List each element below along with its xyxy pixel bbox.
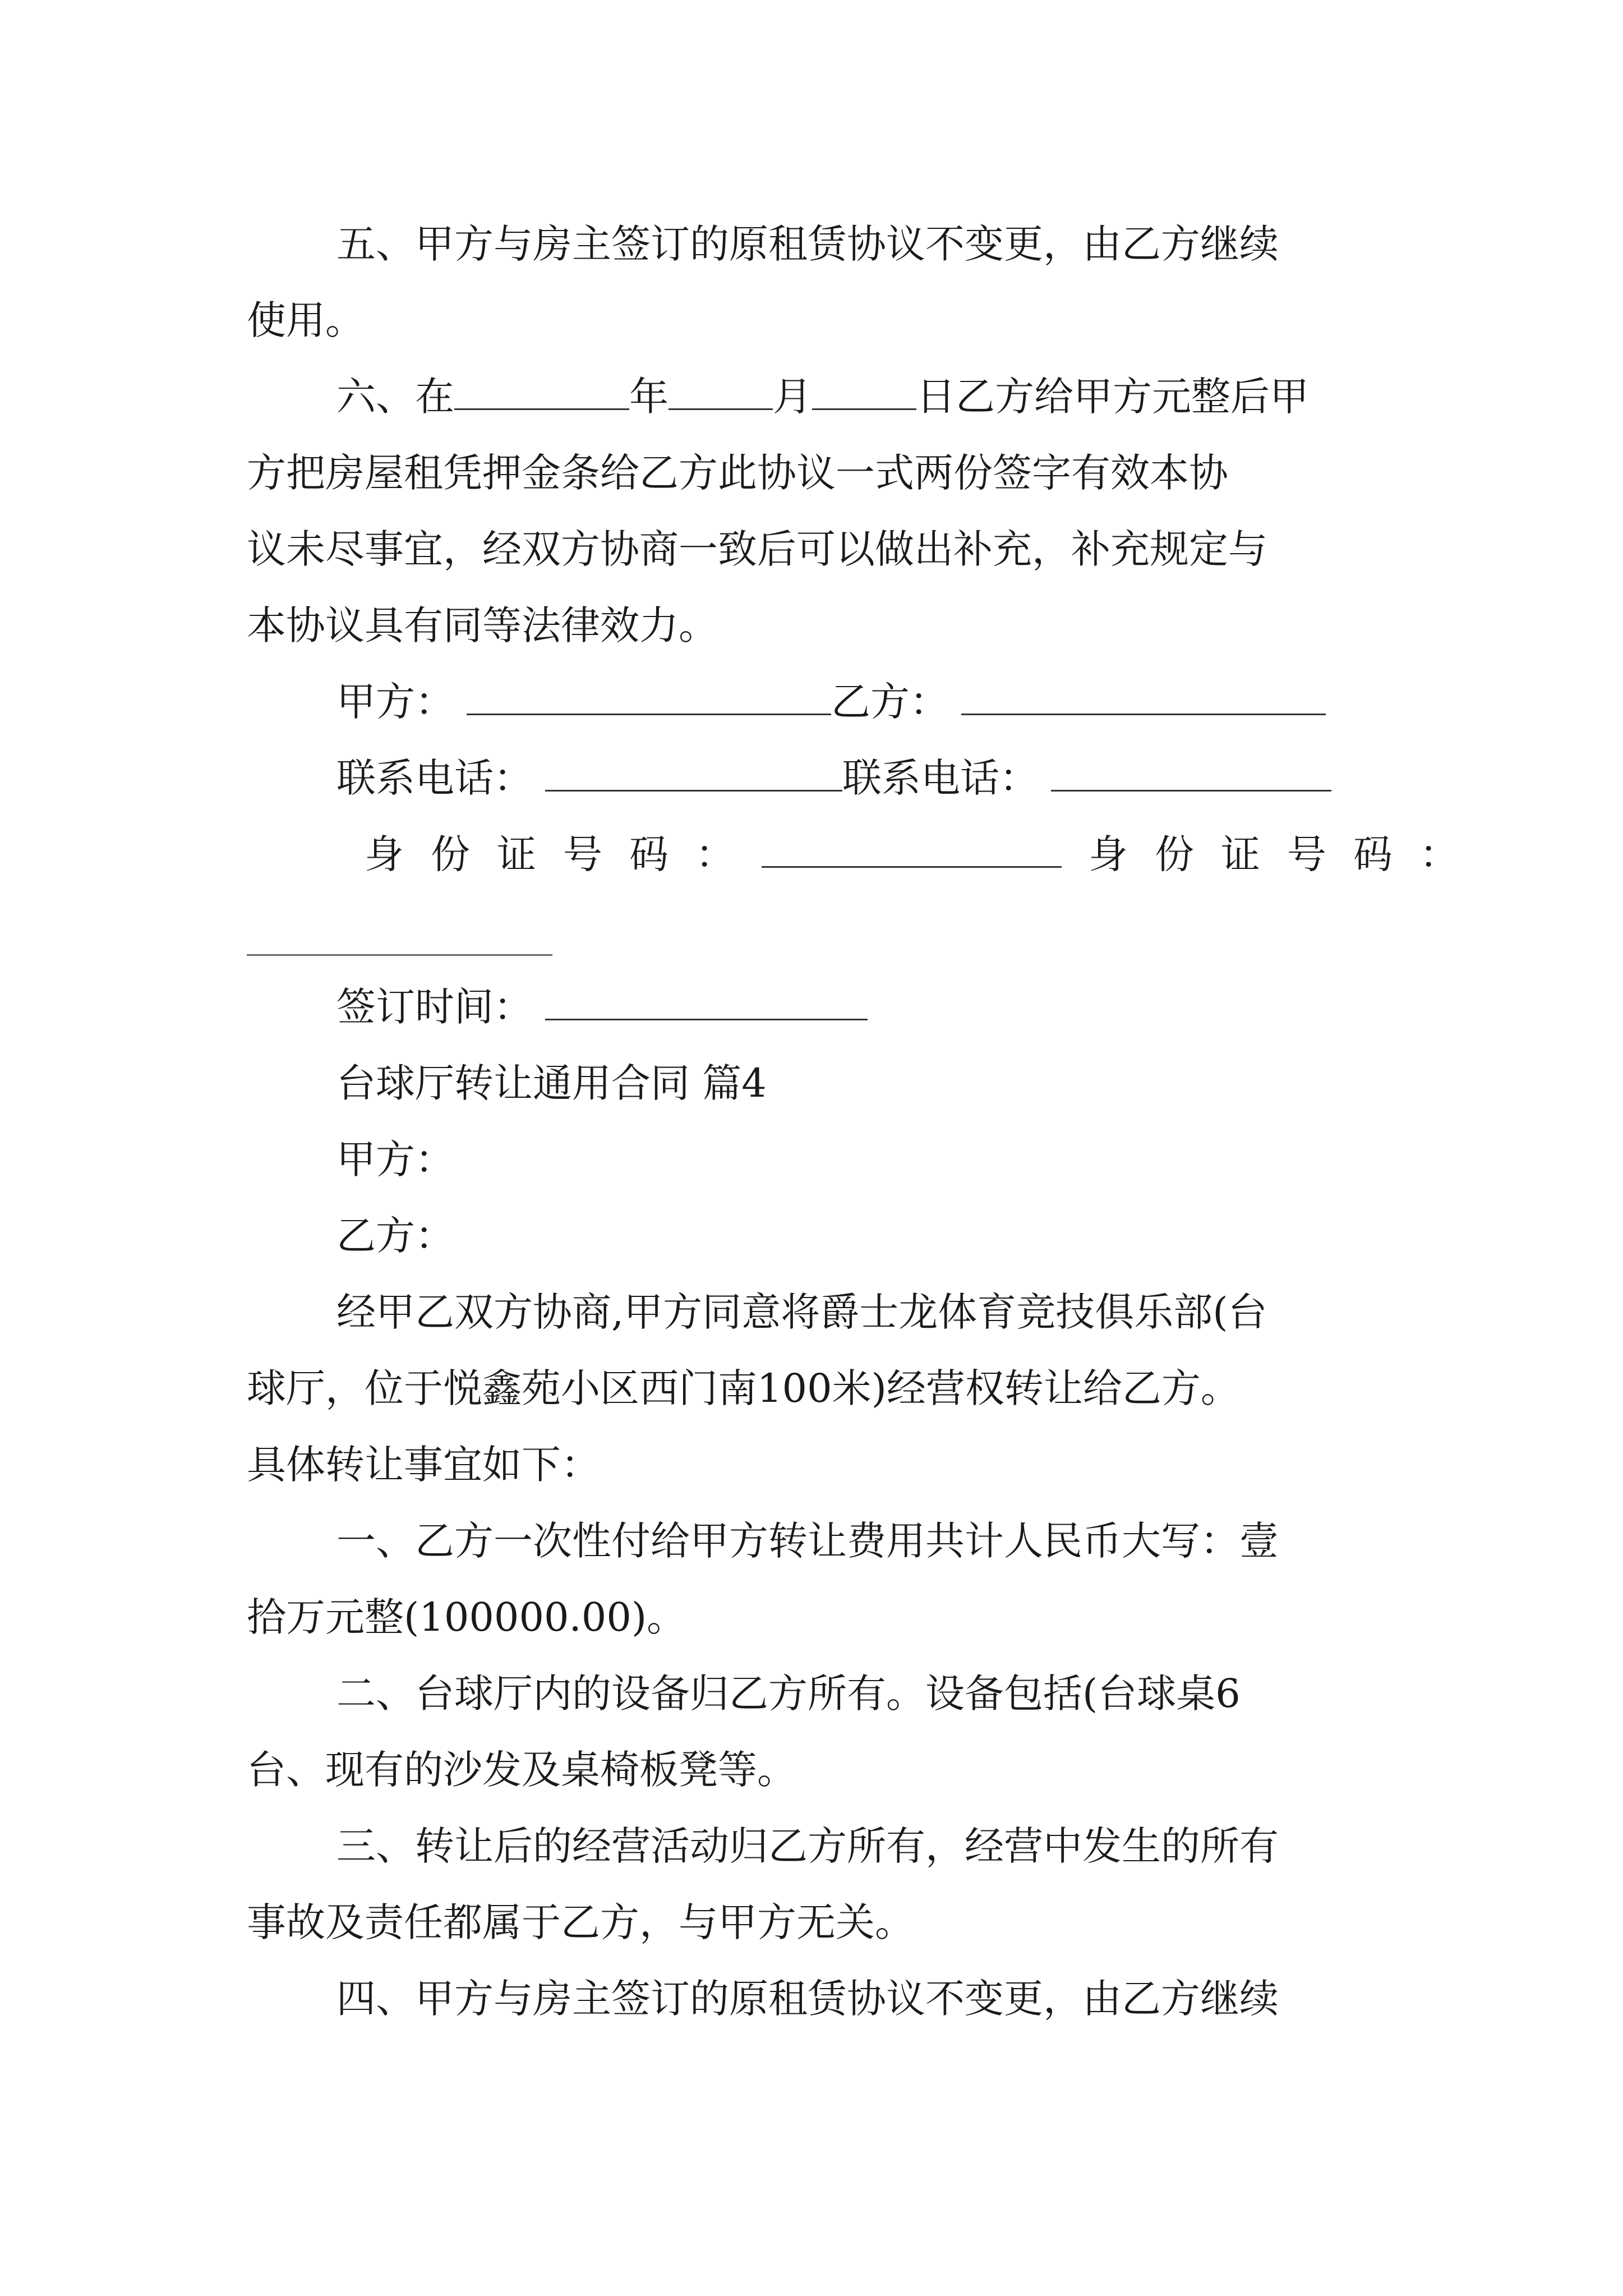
sign-time-blank[interactable]: [545, 984, 868, 1020]
clause-5-line-1: 五、甲方与房主签订的原租赁协议不变更，由乙方继续: [336, 221, 1279, 267]
clause-3-line-1: 三、转让后的经营活动归乙方所有，经营中发生的所有: [336, 1823, 1279, 1869]
id-b-label: 身份证号码：: [1089, 831, 1486, 877]
id-b-blank[interactable]: [247, 954, 552, 956]
sign-time-label: 签订时间：: [336, 984, 533, 1030]
year-label: 年: [629, 374, 668, 420]
clause-4-line-1: 四、甲方与房主签订的原租赁协议不变更，由乙方继续: [336, 1976, 1279, 2022]
clause-6-line-4: 本协议具有同等法律效力。: [247, 602, 718, 648]
section-heading: 台球厅转让通用合同 篇4: [336, 1060, 767, 1106]
intro-line-2: 球厅，位于悦鑫苑小区西门南100米)经营权转让给乙方。: [247, 1365, 1240, 1411]
signature-phone-row: [336, 747, 1331, 809]
clause-1-line-1: 一、乙方一次性付给甲方转让费用共计人民币大写：壹: [336, 1518, 1279, 1564]
party-a-label: 甲方：: [336, 679, 454, 725]
clause-6-rest: 日乙方给甲方元整后甲: [916, 374, 1309, 420]
year-blank[interactable]: [454, 374, 629, 410]
month-label: 月: [773, 374, 812, 420]
signature-time-row: [336, 976, 868, 1038]
phone-b-blank[interactable]: [1051, 755, 1331, 792]
clause-6-prefix: 六、在: [336, 374, 454, 420]
id-a-label: 身份证号码：: [365, 831, 762, 877]
clause-5-line-2: 使用。: [247, 297, 365, 343]
party-b-label: 乙方：: [831, 679, 949, 725]
phone-a-blank[interactable]: [545, 755, 842, 792]
clause-2-line-1: 二、台球厅内的设备归乙方所有。设备包括(台球桌6: [336, 1671, 1241, 1717]
day-blank[interactable]: [812, 374, 916, 410]
clause-1-line-2: 拾万元整(100000.00)。: [247, 1594, 686, 1640]
party-a-blank[interactable]: [467, 679, 831, 715]
intro-line-3: 具体转让事宜如下：: [247, 1442, 600, 1488]
clause-3-line-2: 事故及责任都属于乙方，与甲方无关。: [247, 1899, 914, 1945]
intro-line-1: 经甲乙双方协商,甲方同意将爵士龙体育竞技俱乐部(台: [336, 1289, 1267, 1335]
party-b-blank[interactable]: [961, 679, 1326, 715]
signature-party-row: [336, 671, 1326, 733]
phone-b-label: 联系电话：: [842, 755, 1039, 801]
clause-2-line-2: 台、现有的沙发及桌椅板凳等。: [247, 1747, 796, 1793]
phone-a-label: 联系电话：: [336, 755, 533, 801]
clause-6-line-3: 议未尽事宜，经双方协商一致后可以做出补充，补充规定与: [247, 526, 1267, 572]
month-blank[interactable]: [668, 374, 773, 410]
id-a-blank[interactable]: [762, 831, 1062, 868]
party-b-line: 乙方：: [336, 1213, 454, 1259]
clause-6-line-1: [336, 366, 1309, 427]
party-a-line: 甲方：: [336, 1137, 454, 1182]
signature-id-row: [365, 823, 1486, 885]
clause-6-line-2: 方把房屋租凭押金条给乙方此协议一式两份签字有效本协: [247, 450, 1228, 496]
